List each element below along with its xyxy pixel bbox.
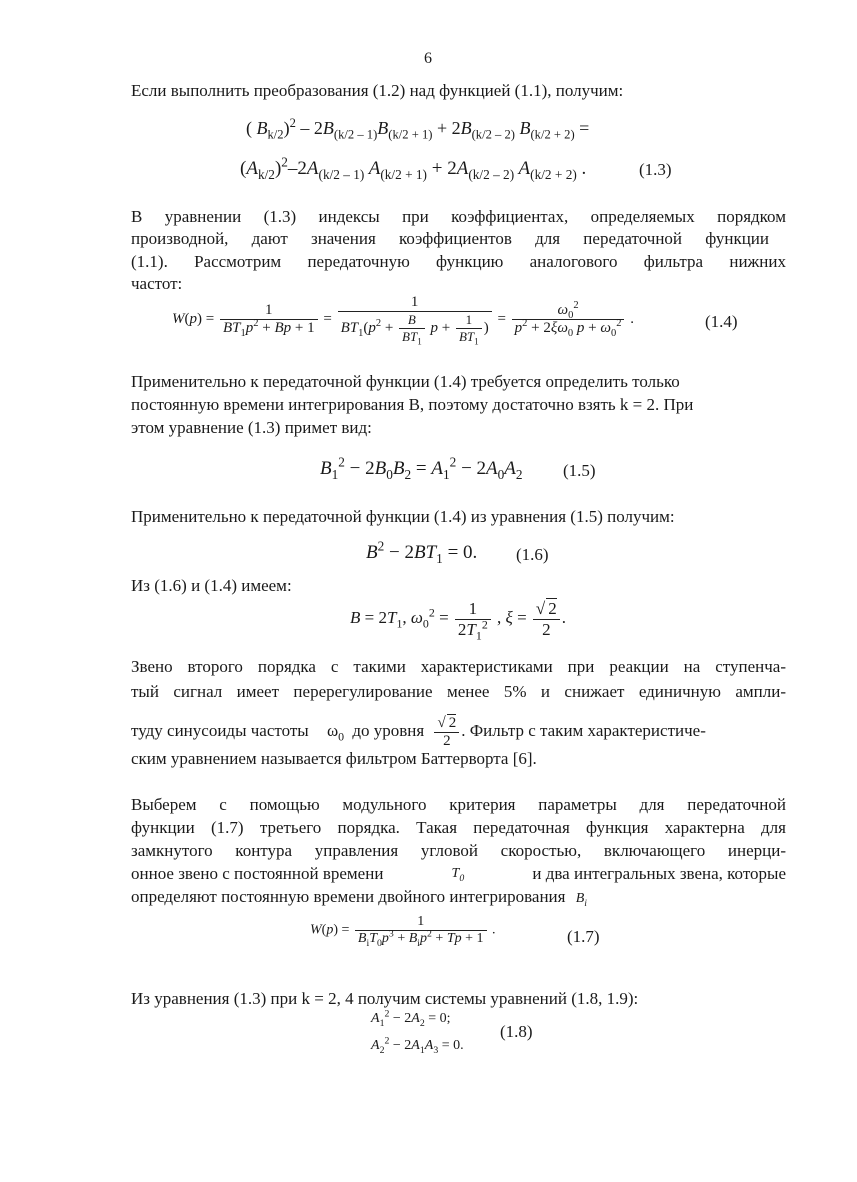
paragraph-2-line3: (1.1). Рассмотрим передаточную функцию аналогового фильтра нижних xyxy=(131,252,786,271)
equation-label-1-8: (1.8) xyxy=(500,1022,533,1041)
equation-1-6: $B^2 - 2BT_1 = 0$. xyxy=(366,538,478,566)
equation-label-1-6: (1.6) xyxy=(516,545,549,564)
equation-label-1-7: (1.7) xyxy=(567,927,600,946)
equation-butterworth-params: $B = 2T_1$, $\omega_0^2$ = $\frac{1}{2T_1^2}$ , ξ = $\frac{√ 2}{2}$ . xyxy=(350,598,567,642)
equation-1-7: W(p) = $\frac{1}{B_iT_0p^3 + B_ip^2 + Tp + 1}$ . xyxy=(310,914,496,949)
equation-1-5: $B_1^2 - 2B_0B_2 = A_1^2 - 2A_0A_2$ xyxy=(320,454,523,482)
Bi-symbol: $B_i$ xyxy=(575,891,588,909)
equation-label-1-5: (1.5) xyxy=(563,461,596,480)
paragraph-6-line4: ским уравнением называется фильтром Баттерворта [6]. xyxy=(131,749,537,768)
paragraph-8: Из уравнения (1.3) при k = 2, 4 получим системы уравнений (1.8, 1.9): xyxy=(131,989,639,1008)
paragraph-6-line1: Звено второго порядка с такими характеристиками при реакции на ступенча- xyxy=(131,657,786,676)
equation-1-4: W(p) = $\frac{1}{BT_1p^2 + Bp + 1}$ = 1 $BT_1(p^2$ + $\frac{B}{BT_1}$ p + $\frac{1}{BT_1}$ ) = $\frac{\omega_0^2}{p^2 + 2\xi\omega_0 p + \omega_0^2}$ . xyxy=(172,294,634,347)
T0-symbol: $T_0$ xyxy=(451,866,465,884)
equation-1-8-line1: $A_1^2 - 2A_2 = 0$; xyxy=(371,1008,451,1029)
omega0-symbol: $\omega_0$ xyxy=(326,720,345,744)
paragraph-intro: Если выполнить преобразования (1.2) над функцией (1.1), получим: xyxy=(131,81,624,100)
paragraph-3-line3: этом уравнение (1.3) примет вид: xyxy=(131,418,372,437)
paragraph-5: Из (1.6) и (1.4) имеем: xyxy=(131,576,292,595)
equation-1-3-line2: $(A_{k/2})^2-2A_{(k/2 - 1)}$ $A_{(k/2 + 1)} + 2A_{(k/2 - 2)}$ $A_{(k/2 + 2)}$ . xyxy=(240,154,587,182)
equation-label-1-3: (1.3) xyxy=(639,160,672,179)
paragraph-3-line2: постоянную времени интегрирования B, поэтому достаточно взять k = 2. При xyxy=(131,395,694,414)
paragraph-7-line4: онное звено с постоянной времени $T_0$ и два интегральных звена, которые xyxy=(131,864,786,884)
paragraph-2-line1: В уравнении (1.3) индексы при коэффициентах, определяемых порядком xyxy=(131,207,786,226)
paragraph-6-line3: туду синусоиды частоты $\omega_0$ до уровня $\frac{√ 2}{2}$ . Фильтр с таким характеристиче- xyxy=(131,715,706,749)
paragraph-4: Применительно к передаточной функции (1.4) из уравнения (1.5) получим: xyxy=(131,507,675,526)
page-number: 6 xyxy=(424,50,432,67)
paragraph-3-line1: Применительно к передаточной функции (1.4) требуется определить только xyxy=(131,372,680,391)
sqrt2-over-2: $\frac{√ 2}{2}$ xyxy=(434,714,459,750)
paragraph-7-line5: определяют постоянную времени двойного интегрирования $B_i$ xyxy=(131,887,588,909)
paragraph-2-line4: частот: xyxy=(131,274,183,293)
paragraph-6-line2: тый сигнал имеет перерегулирование менее 5% и снижает единичную ампли- xyxy=(131,682,786,701)
equation-label-1-4: (1.4) xyxy=(705,312,738,331)
paragraph-7-line1: Выберем с помощью модульного критерия параметры для передаточной xyxy=(131,795,786,814)
paragraph-2-line2: производной, дают значения коэффициентов для передаточной функции xyxy=(131,229,769,248)
equation-1-8-line2: $A_2^2 - 2A_1A_3 = 0$. xyxy=(371,1035,464,1056)
equation-1-3-line1: ( $B_{k/2})^2 - 2B_{(k/2 - 1)}B_{(k/2 + 1)} + 2B_{(k/2 - 2)}$ $B_{(k/2 + 2)}$ = xyxy=(246,116,590,142)
paragraph-7-line3: замкнутого контура управления угловой скоростью, включающего инерци- xyxy=(131,841,786,860)
paragraph-7-line2: функции (1.7) третьего порядка. Такая передаточная функция характерна для xyxy=(131,818,786,837)
